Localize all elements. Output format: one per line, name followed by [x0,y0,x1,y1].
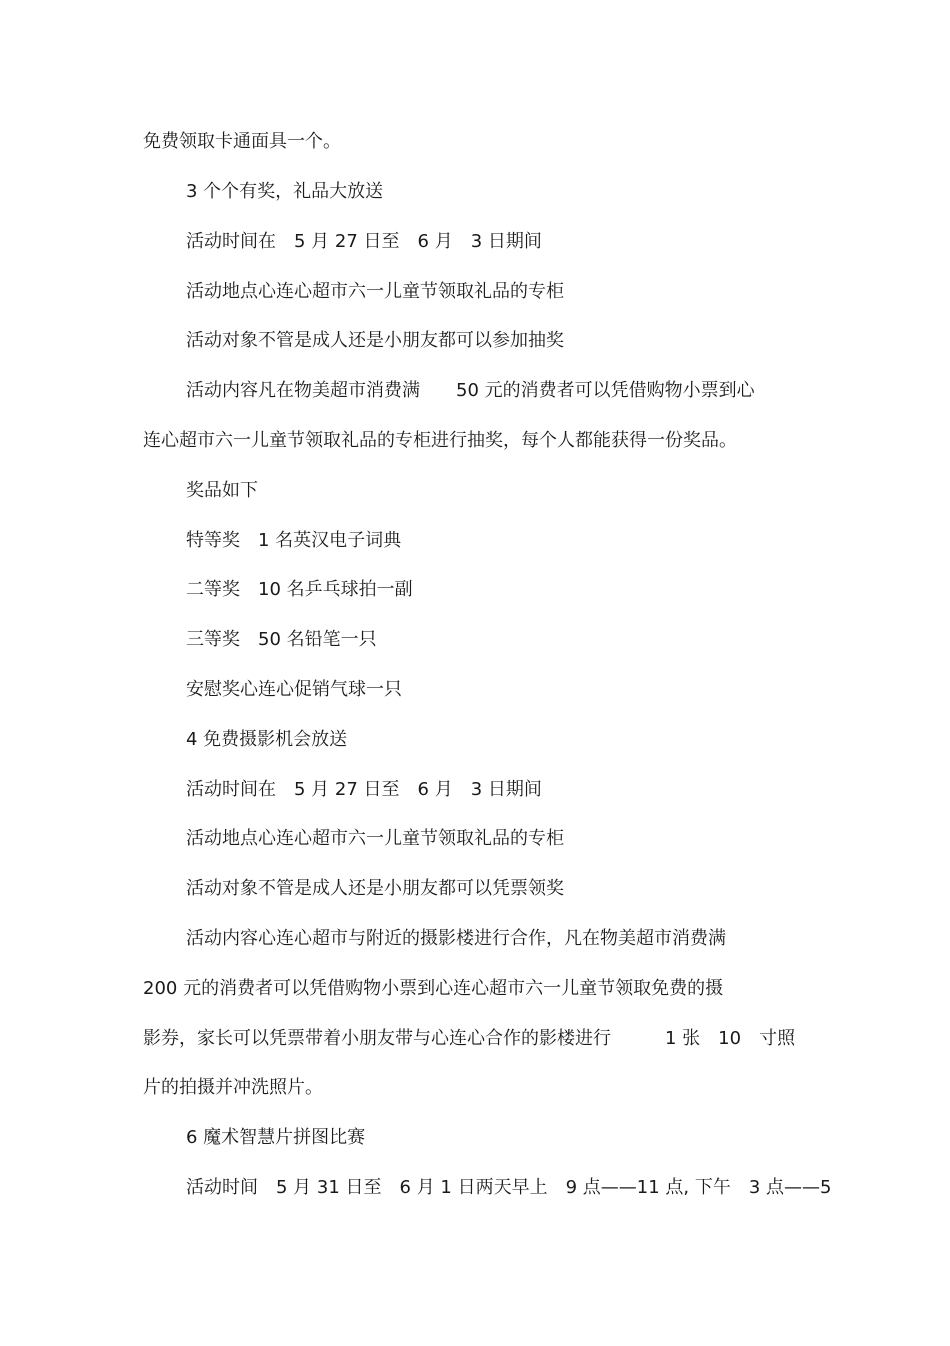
text-line: 影券，家长可以凭票带着小朋友带与心连心合作的影楼进行 1 张 10 寸照 [143,1028,796,1049]
text-line: 活动对象不管是成人还是小朋友都可以凭票领奖 [186,878,564,899]
text-line: 免费领取卡通面具一个。 [143,131,341,152]
text-line: 活动地点心连心超市六一儿童节领取礼品的专柜 [186,281,564,302]
prize-item: 特等奖 1 名英汉电子词典 [186,530,402,551]
text-line: 片的拍摄并冲洗照片。 [143,1077,323,1098]
section-heading: 3 个个有奖，礼品大放送 [186,181,384,202]
text-line: 活动地点心连心超市六一儿童节领取礼品的专柜 [186,828,564,849]
text-line: 活动内容凡在物美超市消费满 50 元的消费者可以凭借购物小票到心 [186,380,755,401]
section-heading: 6 魔术智慧片拼图比赛 [186,1127,366,1148]
section-heading: 4 免费摄影机会放送 [186,729,348,750]
text-line: 活动时间 5 月 31 日至 6 月 1 日两天早上 9 点——11 点, 下午 3 点——5 [186,1177,832,1198]
text-line: 活动对象不管是成人还是小朋友都可以参加抽奖 [186,330,564,351]
text-line: 连心超市六一儿童节领取礼品的专柜进行抽奖，每个人都能获得一份奖品。 [143,430,737,451]
text-line: 活动时间在 5 月 27 日至 6 月 3 日期间 [186,231,542,252]
text-line: 活动时间在 5 月 27 日至 6 月 3 日期间 [186,779,542,800]
text-line: 活动内容心连心超市与附近的摄影楼进行合作，凡在物美超市消费满 [186,928,726,949]
text-line: 200 元的消费者可以凭借购物小票到心连心超市六一儿童节领取免费的摄 [143,978,724,999]
text-line: 奖品如下 [186,480,258,501]
prize-item: 安慰奖心连心促销气球一只 [186,679,402,700]
prize-item: 三等奖 50 名铅笔一只 [186,629,377,650]
prize-item: 二等奖 10 名乒乓球拍一副 [186,579,413,600]
